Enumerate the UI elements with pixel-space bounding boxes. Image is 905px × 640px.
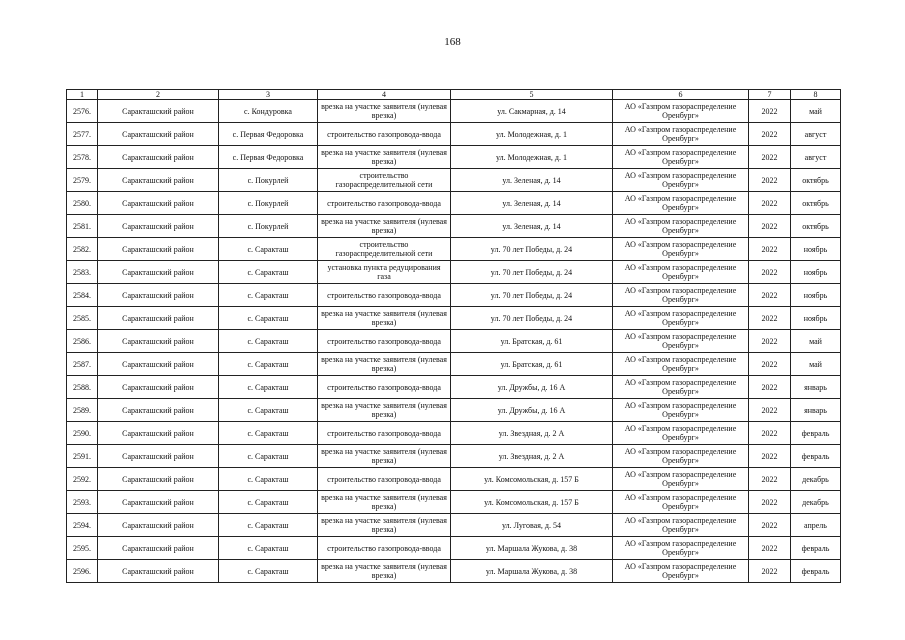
- table-row: [67, 123, 841, 146]
- month-cell: февраль: [791, 560, 841, 583]
- table-row: [67, 468, 841, 491]
- district-cell: Саракташский район: [98, 422, 219, 445]
- work-type-cell: строительство газопровода-ввода: [318, 376, 451, 399]
- address-cell: ул. Зеленая, д. 14: [451, 169, 613, 192]
- year-cell: 2022: [749, 169, 791, 192]
- work-type-cell: врезка на участке заявителя (нулевая врезка): [318, 307, 451, 330]
- table-row: [67, 445, 841, 468]
- work-type-cell: строительство газораспределительной сети: [318, 238, 451, 261]
- work-type-cell: врезка на участке заявителя (нулевая врезка): [318, 353, 451, 376]
- table-row: [67, 215, 841, 238]
- district-cell: Саракташский район: [98, 215, 219, 238]
- work-type-cell: врезка на участке заявителя (нулевая врезка): [318, 445, 451, 468]
- organization-cell: АО «Газпром газораспределение Оренбург»: [613, 514, 749, 537]
- address-cell: ул. Комсомольская, д. 157 Б: [451, 491, 613, 514]
- table-row: [67, 353, 841, 376]
- table-row: [67, 422, 841, 445]
- settlement-cell: с. Первая Федоровка: [219, 146, 318, 169]
- address-cell: ул. Дружбы, д. 16 А: [451, 376, 613, 399]
- organization-cell: АО «Газпром газораспределение Оренбург»: [613, 100, 749, 123]
- month-cell: январь: [791, 376, 841, 399]
- page-number: 168: [444, 36, 461, 48]
- district-cell: Саракташский район: [98, 146, 219, 169]
- month-cell: декабрь: [791, 468, 841, 491]
- month-cell: май: [791, 100, 841, 123]
- district-cell: Саракташский район: [98, 560, 219, 583]
- month-cell: ноябрь: [791, 307, 841, 330]
- year-cell: 2022: [749, 514, 791, 537]
- address-cell: ул. Молодежная, д. 1: [451, 123, 613, 146]
- work-type-cell: строительство газопровода-ввода: [318, 330, 451, 353]
- row-number: 2579.: [67, 169, 98, 192]
- work-type-cell: строительство газопровода-ввода: [318, 284, 451, 307]
- district-cell: Саракташский район: [98, 261, 219, 284]
- year-cell: 2022: [749, 192, 791, 215]
- district-cell: Саракташский район: [98, 284, 219, 307]
- row-number: 2587.: [67, 353, 98, 376]
- organization-cell: АО «Газпром газораспределение Оренбург»: [613, 284, 749, 307]
- settlement-cell: с. Первая Федоровка: [219, 123, 318, 146]
- month-cell: январь: [791, 399, 841, 422]
- settlement-cell: с. Саракташ: [219, 468, 318, 491]
- work-type-cell: установка пункта редуцирования газа: [318, 261, 451, 284]
- district-cell: Саракташский район: [98, 445, 219, 468]
- address-cell: ул. Дружбы, д. 16 А: [451, 399, 613, 422]
- settlement-cell: с. Саракташ: [219, 560, 318, 583]
- month-cell: октябрь: [791, 192, 841, 215]
- table-row: [67, 169, 841, 192]
- settlement-cell: с. Покурлей: [219, 169, 318, 192]
- settlement-cell: с. Саракташ: [219, 445, 318, 468]
- settlement-cell: с. Саракташ: [219, 376, 318, 399]
- settlement-cell: с. Саракташ: [219, 537, 318, 560]
- year-cell: 2022: [749, 261, 791, 284]
- work-type-cell: строительство газораспределительной сети: [318, 169, 451, 192]
- organization-cell: АО «Газпром газораспределение Оренбург»: [613, 491, 749, 514]
- address-cell: ул. Братская, д. 61: [451, 330, 613, 353]
- work-type-cell: врезка на участке заявителя (нулевая врезка): [318, 399, 451, 422]
- row-number: 2582.: [67, 238, 98, 261]
- row-number: 2581.: [67, 215, 98, 238]
- organization-cell: АО «Газпром газораспределение Оренбург»: [613, 261, 749, 284]
- month-cell: май: [791, 353, 841, 376]
- year-cell: 2022: [749, 491, 791, 514]
- settlement-cell: с. Саракташ: [219, 491, 318, 514]
- address-cell: ул. Зеленая, д. 14: [451, 215, 613, 238]
- month-cell: май: [791, 330, 841, 353]
- row-number: 2594.: [67, 514, 98, 537]
- address-cell: ул. 70 лет Победы, д. 24: [451, 261, 613, 284]
- column-header-3: 3: [219, 90, 318, 100]
- address-cell: ул. Маршала Жукова, д. 38: [451, 560, 613, 583]
- district-cell: Саракташский район: [98, 169, 219, 192]
- organization-cell: АО «Газпром газораспределение Оренбург»: [613, 537, 749, 560]
- month-cell: февраль: [791, 422, 841, 445]
- address-cell: ул. Маршала Жукова, д. 38: [451, 537, 613, 560]
- year-cell: 2022: [749, 445, 791, 468]
- organization-cell: АО «Газпром газораспределение Оренбург»: [613, 376, 749, 399]
- table-row: [67, 560, 841, 583]
- month-cell: октябрь: [791, 169, 841, 192]
- district-cell: Саракташский район: [98, 399, 219, 422]
- work-type-cell: строительство газопровода-ввода: [318, 422, 451, 445]
- settlement-cell: с. Саракташ: [219, 238, 318, 261]
- month-cell: апрель: [791, 514, 841, 537]
- address-cell: ул. Братская, д. 61: [451, 353, 613, 376]
- organization-cell: АО «Газпром газораспределение Оренбург»: [613, 353, 749, 376]
- district-cell: Саракташский район: [98, 353, 219, 376]
- year-cell: 2022: [749, 238, 791, 261]
- address-cell: ул. Звездная, д. 2 А: [451, 422, 613, 445]
- year-cell: 2022: [749, 399, 791, 422]
- row-number: 2580.: [67, 192, 98, 215]
- month-cell: февраль: [791, 537, 841, 560]
- address-cell: ул. Сакмарная, д. 14: [451, 100, 613, 123]
- column-header-6: 6: [613, 90, 749, 100]
- work-type-cell: врезка на участке заявителя (нулевая врезка): [318, 560, 451, 583]
- table-row: [67, 261, 841, 284]
- organization-cell: АО «Газпром газораспределение Оренбург»: [613, 468, 749, 491]
- column-header-5: 5: [451, 90, 613, 100]
- organization-cell: АО «Газпром газораспределение Оренбург»: [613, 146, 749, 169]
- year-cell: 2022: [749, 422, 791, 445]
- organization-cell: АО «Газпром газораспределение Оренбург»: [613, 215, 749, 238]
- table-row: [67, 491, 841, 514]
- address-cell: ул. Звездная, д. 2 А: [451, 445, 613, 468]
- month-cell: октябрь: [791, 215, 841, 238]
- work-type-cell: врезка на участке заявителя (нулевая врезка): [318, 514, 451, 537]
- row-number: 2590.: [67, 422, 98, 445]
- work-type-cell: врезка на участке заявителя (нулевая врезка): [318, 491, 451, 514]
- work-type-cell: строительство газопровода-ввода: [318, 192, 451, 215]
- work-type-cell: врезка на участке заявителя (нулевая врезка): [318, 215, 451, 238]
- column-header-2: 2: [98, 90, 219, 100]
- table-row: [67, 537, 841, 560]
- organization-cell: АО «Газпром газораспределение Оренбург»: [613, 123, 749, 146]
- row-number: 2584.: [67, 284, 98, 307]
- settlement-cell: с. Саракташ: [219, 330, 318, 353]
- address-cell: ул. Комсомольская, д. 157 Б: [451, 468, 613, 491]
- row-number: 2577.: [67, 123, 98, 146]
- row-number: 2589.: [67, 399, 98, 422]
- settlement-cell: с. Саракташ: [219, 422, 318, 445]
- district-cell: Саракташский район: [98, 123, 219, 146]
- settlement-cell: с. Кондуровка: [219, 100, 318, 123]
- settlement-cell: с. Саракташ: [219, 284, 318, 307]
- organization-cell: АО «Газпром газораспределение Оренбург»: [613, 238, 749, 261]
- district-cell: Саракташский район: [98, 468, 219, 491]
- district-cell: Саракташский район: [98, 330, 219, 353]
- row-number: 2576.: [67, 100, 98, 123]
- table-row: [67, 514, 841, 537]
- column-header-8: 8: [791, 90, 841, 100]
- table-row: [67, 399, 841, 422]
- year-cell: 2022: [749, 537, 791, 560]
- settlement-cell: с. Покурлей: [219, 192, 318, 215]
- row-number: 2578.: [67, 146, 98, 169]
- row-number: 2591.: [67, 445, 98, 468]
- settlement-cell: с. Саракташ: [219, 514, 318, 537]
- month-cell: ноябрь: [791, 261, 841, 284]
- table-row: [67, 146, 841, 169]
- year-cell: 2022: [749, 215, 791, 238]
- address-cell: ул. 70 лет Победы, д. 24: [451, 284, 613, 307]
- year-cell: 2022: [749, 284, 791, 307]
- gasification-table: [66, 89, 841, 583]
- table-row: [67, 307, 841, 330]
- row-number: 2585.: [67, 307, 98, 330]
- settlement-cell: с. Саракташ: [219, 353, 318, 376]
- year-cell: 2022: [749, 330, 791, 353]
- table-row: [67, 376, 841, 399]
- work-type-cell: врезка на участке заявителя (нулевая врезка): [318, 100, 451, 123]
- organization-cell: АО «Газпром газораспределение Оренбург»: [613, 560, 749, 583]
- row-number: 2586.: [67, 330, 98, 353]
- settlement-cell: с. Саракташ: [219, 307, 318, 330]
- settlement-cell: с. Саракташ: [219, 261, 318, 284]
- district-cell: Саракташский район: [98, 537, 219, 560]
- row-number: 2583.: [67, 261, 98, 284]
- settlement-cell: с. Покурлей: [219, 215, 318, 238]
- organization-cell: АО «Газпром газораспределение Оренбург»: [613, 330, 749, 353]
- row-number: 2596.: [67, 560, 98, 583]
- month-cell: февраль: [791, 445, 841, 468]
- table-row: [67, 100, 841, 123]
- work-type-cell: строительство газопровода-ввода: [318, 537, 451, 560]
- month-cell: август: [791, 146, 841, 169]
- column-header-1: 1: [67, 90, 98, 100]
- organization-cell: АО «Газпром газораспределение Оренбург»: [613, 422, 749, 445]
- year-cell: 2022: [749, 146, 791, 169]
- organization-cell: АО «Газпром газораспределение Оренбург»: [613, 192, 749, 215]
- work-type-cell: строительство газопровода-ввода: [318, 123, 451, 146]
- year-cell: 2022: [749, 307, 791, 330]
- year-cell: 2022: [749, 468, 791, 491]
- year-cell: 2022: [749, 376, 791, 399]
- district-cell: Саракташский район: [98, 192, 219, 215]
- address-cell: ул. 70 лет Победы, д. 24: [451, 238, 613, 261]
- row-number: 2592.: [67, 468, 98, 491]
- address-cell: ул. Молодежная, д. 1: [451, 146, 613, 169]
- row-number: 2595.: [67, 537, 98, 560]
- district-cell: Саракташский район: [98, 491, 219, 514]
- column-header-7: 7: [749, 90, 791, 100]
- month-cell: ноябрь: [791, 238, 841, 261]
- row-number: 2593.: [67, 491, 98, 514]
- settlement-cell: с. Саракташ: [219, 399, 318, 422]
- district-cell: Саракташский район: [98, 307, 219, 330]
- month-cell: ноябрь: [791, 284, 841, 307]
- month-cell: август: [791, 123, 841, 146]
- year-cell: 2022: [749, 100, 791, 123]
- year-cell: 2022: [749, 353, 791, 376]
- year-cell: 2022: [749, 123, 791, 146]
- district-cell: Саракташский район: [98, 100, 219, 123]
- district-cell: Саракташский район: [98, 514, 219, 537]
- work-type-cell: строительство газопровода-ввода: [318, 468, 451, 491]
- row-number: 2588.: [67, 376, 98, 399]
- organization-cell: АО «Газпром газораспределение Оренбург»: [613, 169, 749, 192]
- column-header-4: 4: [318, 90, 451, 100]
- district-cell: Саракташский район: [98, 376, 219, 399]
- table-row: [67, 284, 841, 307]
- table-row: [67, 192, 841, 215]
- table-body: [67, 100, 841, 583]
- organization-cell: АО «Газпром газораспределение Оренбург»: [613, 445, 749, 468]
- column-number-row: [67, 90, 841, 100]
- address-cell: ул. Зеленая, д. 14: [451, 192, 613, 215]
- work-type-cell: врезка на участке заявителя (нулевая врезка): [318, 146, 451, 169]
- table-row: [67, 330, 841, 353]
- year-cell: 2022: [749, 560, 791, 583]
- organization-cell: АО «Газпром газораспределение Оренбург»: [613, 399, 749, 422]
- district-cell: Саракташский район: [98, 238, 219, 261]
- address-cell: ул. 70 лет Победы, д. 24: [451, 307, 613, 330]
- table-row: [67, 238, 841, 261]
- month-cell: декабрь: [791, 491, 841, 514]
- address-cell: ул. Луговая, д. 54: [451, 514, 613, 537]
- organization-cell: АО «Газпром газораспределение Оренбург»: [613, 307, 749, 330]
